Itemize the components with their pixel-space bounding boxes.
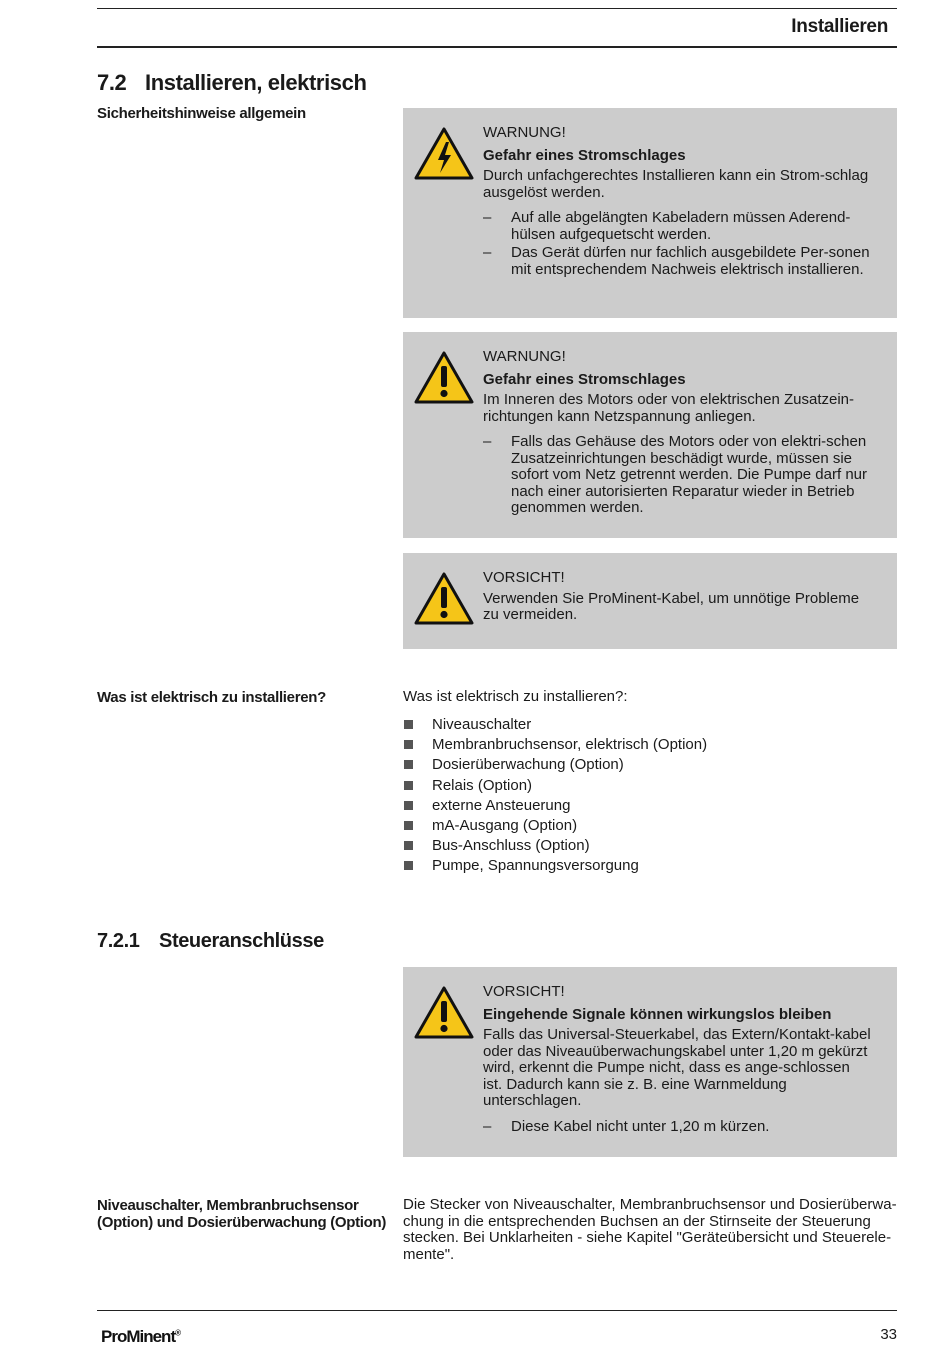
section-title: Installieren, elektrisch <box>145 70 367 95</box>
warning-exclamation-icon <box>413 985 475 1041</box>
notice-level: WARNUNG! <box>483 348 566 365</box>
header-top-rule <box>97 8 897 9</box>
square-bullet-icon <box>404 821 413 830</box>
notice-level: WARNUNG! <box>483 124 566 141</box>
list-item: externe Ansteuerung <box>403 797 707 817</box>
connectors-label: Niveauschalter, Membranbruchsensor (Option) und Dosierüberwachung (Option) <box>97 1197 387 1231</box>
caution-notice-cables <box>403 553 897 649</box>
notice-level: VORSICHT! <box>483 983 565 1000</box>
warning-exclamation-icon <box>413 571 475 627</box>
list-item: Relais (Option) <box>403 777 707 797</box>
list-item: mA-Ausgang (Option) <box>403 817 707 837</box>
square-bullet-icon <box>404 841 413 850</box>
notice-text: Verwenden Sie ProMinent-Kabel, um unnötige Probleme zu vermeiden. <box>483 589 860 623</box>
footer-rule <box>97 1310 897 1311</box>
section-heading <box>97 70 367 96</box>
notice-action-item: – Diese Kabel nicht unter 1,20 m kürzen. <box>483 1117 770 1135</box>
notice-action-item: – Auf alle abgelängten Kabeladern müssen Aderend-hülsen aufgequetscht werden. <box>483 209 851 243</box>
warning-exclamation-icon <box>413 350 475 406</box>
notice-level: VORSICHT! <box>483 569 565 586</box>
running-header-title: Installieren <box>791 16 888 37</box>
square-bullet-icon <box>404 740 413 749</box>
install-list <box>403 716 707 878</box>
notice-action-list <box>483 1119 873 1136</box>
warning-notice-motor <box>403 332 897 538</box>
subsection-heading <box>97 930 324 953</box>
warning-notice-electric <box>403 108 897 318</box>
notice-action-list <box>483 210 873 278</box>
subsection-title: Steueranschlüsse <box>159 930 324 952</box>
notice-text: Durch unfachgerechtes Installieren kann ein Strom-schlag ausgelöst werden. <box>483 167 869 201</box>
square-bullet-icon <box>404 781 413 790</box>
notice-headline: Gefahr eines Stromschlages <box>483 146 686 164</box>
electric-hazard-icon <box>413 126 475 182</box>
header-bottom-rule <box>97 46 897 48</box>
notice-headline: Eingehende Signale können wirkungslos bleiben <box>483 1005 832 1023</box>
list-item: Bus-Anschluss (Option) <box>403 837 707 857</box>
list-item: Membranbruchsensor, elektrisch (Option) <box>403 736 707 756</box>
notice-text: Falls das Universal-Steuerkabel, das Extern/Kontakt-kabel oder das Niveauüberwachungskabel unter 1,20 m gekürzt wird, erkennt die Pumpe nicht, dass es ange-schlossen ist. Dadurch kann sie z. B. eine Warnmeldung unterschlagen. <box>483 1026 871 1109</box>
square-bullet-icon <box>404 861 413 870</box>
square-bullet-icon <box>404 720 413 729</box>
notice-action-list <box>483 434 873 517</box>
list-item: Dosierüberwachung (Option) <box>403 756 707 776</box>
what-install-label: Was ist elektrisch zu installieren? <box>97 689 327 706</box>
notice-action-item: – Falls das Gehäuse des Motors oder von elektri-schen Zusatzeinrichtungen beschädigt wurde, müssen sie sofort vom Netz getrennt werden. Die Pumpe darf nur nach einer autorisierten Reparatur wieder in Betrieb genommen werden. <box>483 433 868 516</box>
list-item: Niveauschalter <box>403 716 707 736</box>
caution-notice-signals <box>403 967 897 1157</box>
notice-text: Im Inneren des Motors oder von elektrischen Zusatzein-richtungen kann Netzspannung anliegen. <box>483 391 855 425</box>
connectors-paragraph: Die Stecker von Niveauschalter, Membranbruchsensor und Dosierüberwa-chung in die entsprechenden Buchsen an der Stirnseite der Steuerung stecken. Bei Unklarheiten - siehe Kapitel "Geräteübersicht und Steuerele-mente". <box>403 1196 897 1263</box>
safety-label: Sicherheitshinweise allgemein <box>97 105 306 122</box>
prominent-logo: ProMinent® <box>101 1327 182 1346</box>
square-bullet-icon <box>404 801 413 810</box>
notice-action-item: – Das Gerät dürfen nur fachlich ausgebildete Per-sonen mit entsprechendem Nachweis elektrisch installieren. <box>483 244 870 278</box>
install-list-intro: Was ist elektrisch zu installieren?: <box>403 688 628 705</box>
list-item: Pumpe, Spannungsversorgung <box>403 857 707 877</box>
page-number: 33 <box>880 1326 897 1343</box>
notice-headline: Gefahr eines Stromschlages <box>483 370 686 388</box>
section-number: 7.2 <box>97 70 127 95</box>
square-bullet-icon <box>404 760 413 769</box>
subsection-number: 7.2.1 <box>97 930 140 952</box>
